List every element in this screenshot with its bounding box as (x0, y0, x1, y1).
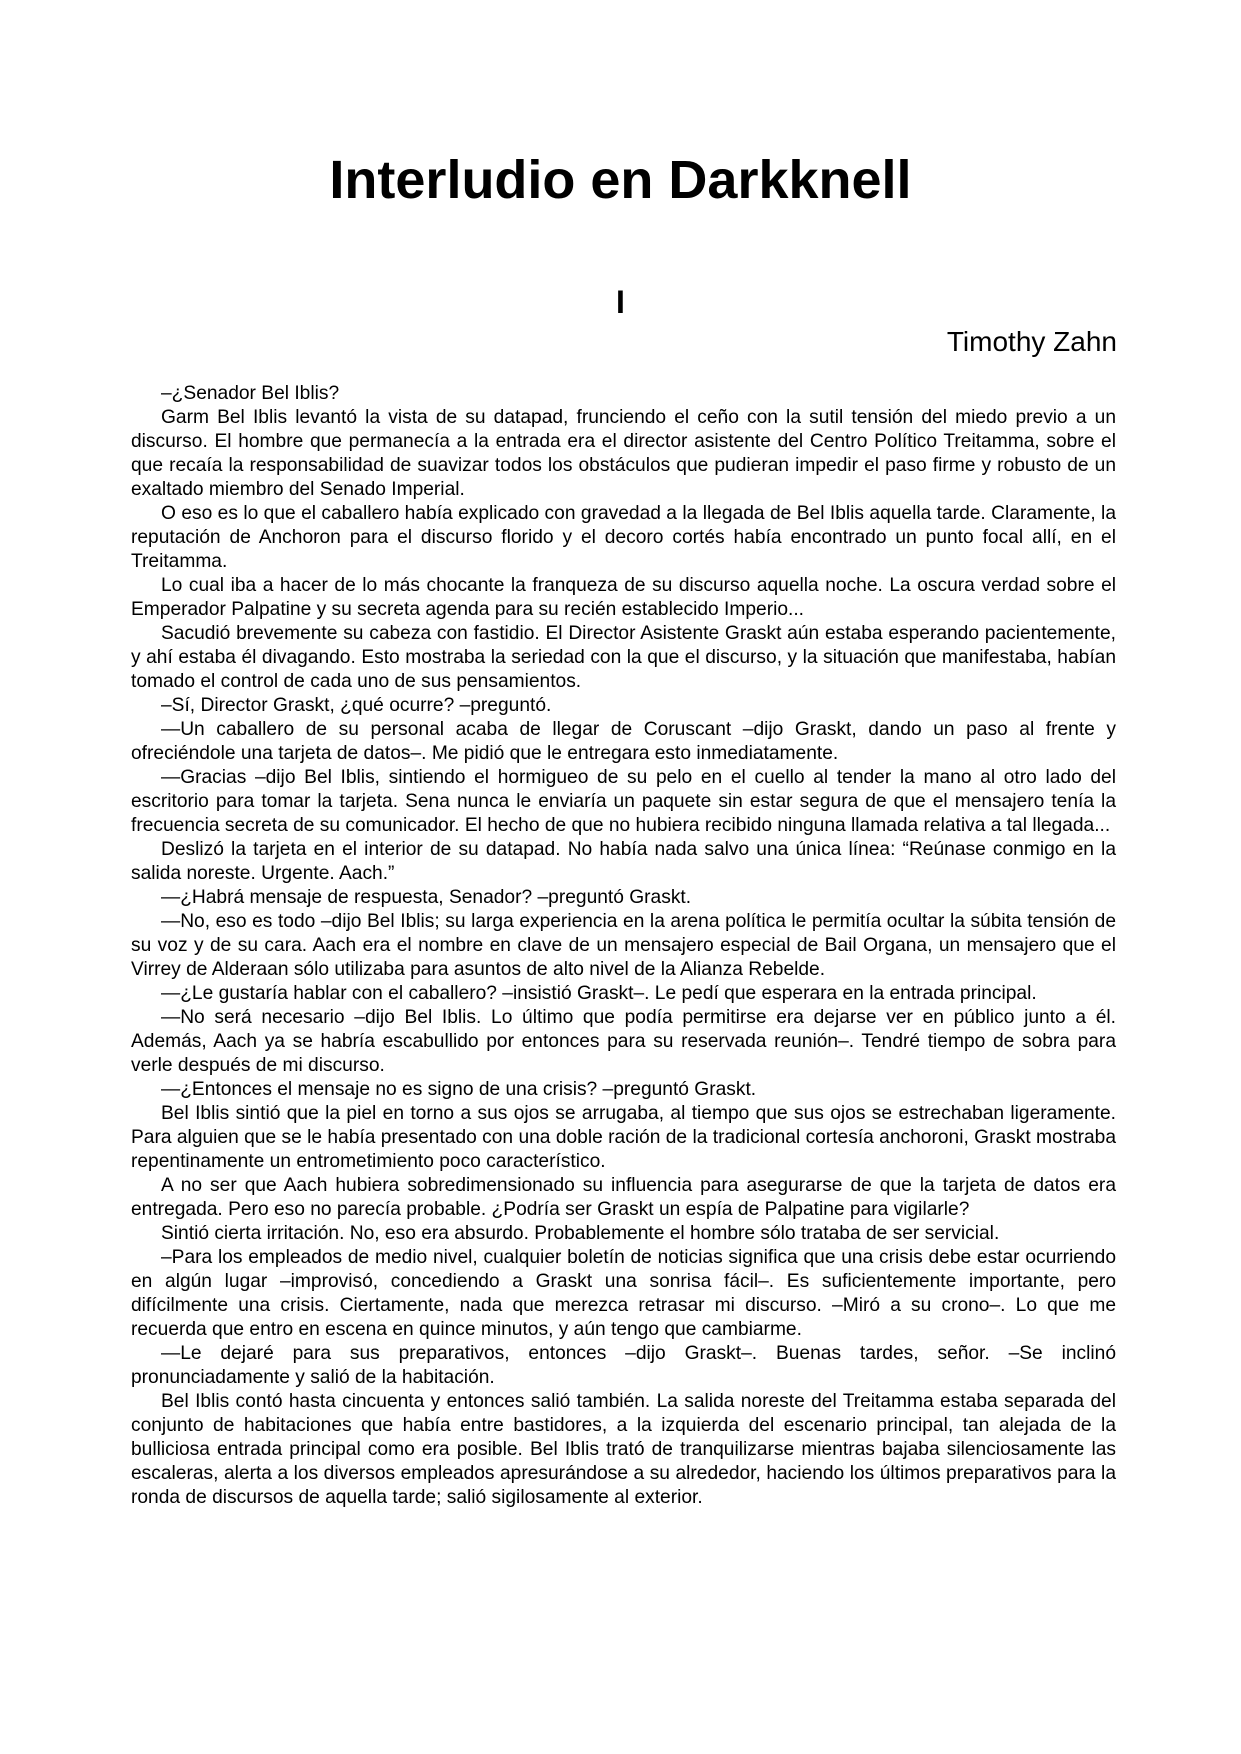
paragraph: —Un caballero de su personal acaba de llegar de Coruscant –dijo Graskt, dando un paso al frente y ofreciéndole una tarjeta de datos–. Me pidió que le entregara esto inmediatamente. (131, 719, 1116, 764)
paragraph: Sacudió brevemente su cabeza con fastidio. El Director Asistente Graskt aún estaba esperando pacientemente, y ahí estaba él divagando. Esto mostraba la seriedad con la que el discurso, y la situación que manifestaba, habían tomado el control de cada uno de sus pensamientos. (131, 623, 1116, 692)
paragraph: —Gracias –dijo Bel Iblis, sintiendo el hormigueo de su pelo en el cuello al tender la mano al otro lado del escritorio para tomar la tarjeta. Sena nunca le enviaría un paquete sin estar segura de que el mensajero tenía la frecuencia secreta de su comunicador. El hecho de que no hubiera recibido ninguna llamada relativa a tal llegada... (131, 767, 1116, 836)
paragraph: —Le dejaré para sus preparativos, entonces –dijo Graskt–. Buenas tardes, señor. –Se inclinó pronunciadamente y salió de la habitación. (131, 1343, 1116, 1388)
paragraph: –Para los empleados de medio nivel, cualquier boletín de noticias significa que una crisis debe estar ocurriendo en algún lugar –improvisó, concediendo a Graskt una sonrisa fácil–. Es suficientemente importante, pero difícilmente una crisis. Ciertamente, nada que merezca retrasar mi discurso. –Miró a su crono–. Lo que me recuerda que entro en escena en quince minutos, y aún tengo que cambiarme. (131, 1247, 1116, 1340)
paragraph: O eso es lo que el caballero había explicado con gravedad a la llegada de Bel Iblis aquella tarde. Claramente, la reputación de Anchoron para el discurso florido y el decoro cortés había encontrado un punto focal allí, en el Treitamma. (131, 503, 1116, 572)
paragraph: Lo cual iba a hacer de lo más chocante la franqueza de su discurso aquella noche. La oscura verdad sobre el Emperador Palpatine y su secreta agenda para su recién establecido Imperio... (131, 575, 1116, 620)
author-name: Timothy Zahn (946, 326, 1117, 357)
paragraph: Bel Iblis contó hasta cincuenta y entonces salió también. La salida noreste del Treitamma estaba separada del conjunto de habitaciones que había entre bastidores, a la izquierda del escenario principal, tan alejada de la bulliciosa entrada principal como era posible. Bel Iblis trató de tranquilizarse mientras bajaba silenciosamente las escaleras, alerta a los diversos empleados apresurándose a su alrededor, haciendo los últimos preparativos para la ronda de discursos de aquella tarde; salió sigilosamente al exterior. (131, 1391, 1116, 1508)
paragraph: —No, eso es todo –dijo Bel Iblis; su larga experiencia en la arena política le permitía ocultar la súbita tensión de su voz y de su cara. Aach era el nombre en clave de un mensajero especial de Bail Organa, un mensajero que el Virrey de Alderaan sólo utilizaba para asuntos de alto nivel de la Alianza Rebelde. (131, 911, 1116, 980)
chapter-number: I (616, 284, 625, 320)
paragraph: Garm Bel Iblis levantó la vista de su datapad, frunciendo el ceño con la sutil tensión del miedo previo a un discurso. El hombre que permanecía a la entrada era el director asistente del Centro Político Treitamma, sobre el que recaía la responsabilidad de suavizar todos los obstáculos que pudieran impedir el paso firme y robusto de un exaltado miembro del Senado Imperial. (131, 407, 1116, 500)
paragraph: —¿Habrá mensaje de respuesta, Senador? –preguntó Graskt. (161, 887, 692, 908)
paragraph: —¿Entonces el mensaje no es signo de una crisis? –preguntó Graskt. (161, 1079, 757, 1100)
paragraph: Sintió cierta irritación. No, eso era absurdo. Probablemente el hombre sólo trataba de ser servicial. (161, 1223, 1000, 1244)
paragraph: Deslizó la tarjeta en el interior de su datapad. No había nada salvo una única línea: “Reúnase conmigo en la salida noreste. Urgente. Aach.” (131, 839, 1116, 884)
paragraph: A no ser que Aach hubiera sobredimensionado su influencia para asegurarse de que la tarjeta de datos era entregada. Pero eso no parecía probable. ¿Podría ser Graskt un espía de Palpatine para vigilarle? (131, 1175, 1116, 1220)
paragraph: —No será necesario –dijo Bel Iblis. Lo último que podía permitirse era dejarse ver en público junto a él. Además, Aach ya se habría escabullido por entonces para su reservada reunión–. Tendré tiempo de sobra para verle después de mi discurso. (131, 1007, 1116, 1076)
paragraph: –Sí, Director Graskt, ¿qué ocurre? –preguntó. (161, 695, 552, 716)
paragraph: –¿Senador Bel Iblis? (161, 383, 340, 404)
document-title: Interludio en Darkknell (329, 150, 912, 210)
body-text (131, 382, 1116, 1510)
paragraph: Bel Iblis sintió que la piel en torno a sus ojos se arrugaba, al tiempo que sus ojos se estrechaban ligeramente. Para alguien que se le había presentado con una doble ración de la tradicional cortesía anchoroni, Graskt mostraba repentinamente un entrometimiento poco característico. (131, 1103, 1116, 1172)
paragraph: —¿Le gustaría hablar con el caballero? –insistió Graskt–. Le pedí que esperara en la entrada principal. (161, 983, 1037, 1004)
